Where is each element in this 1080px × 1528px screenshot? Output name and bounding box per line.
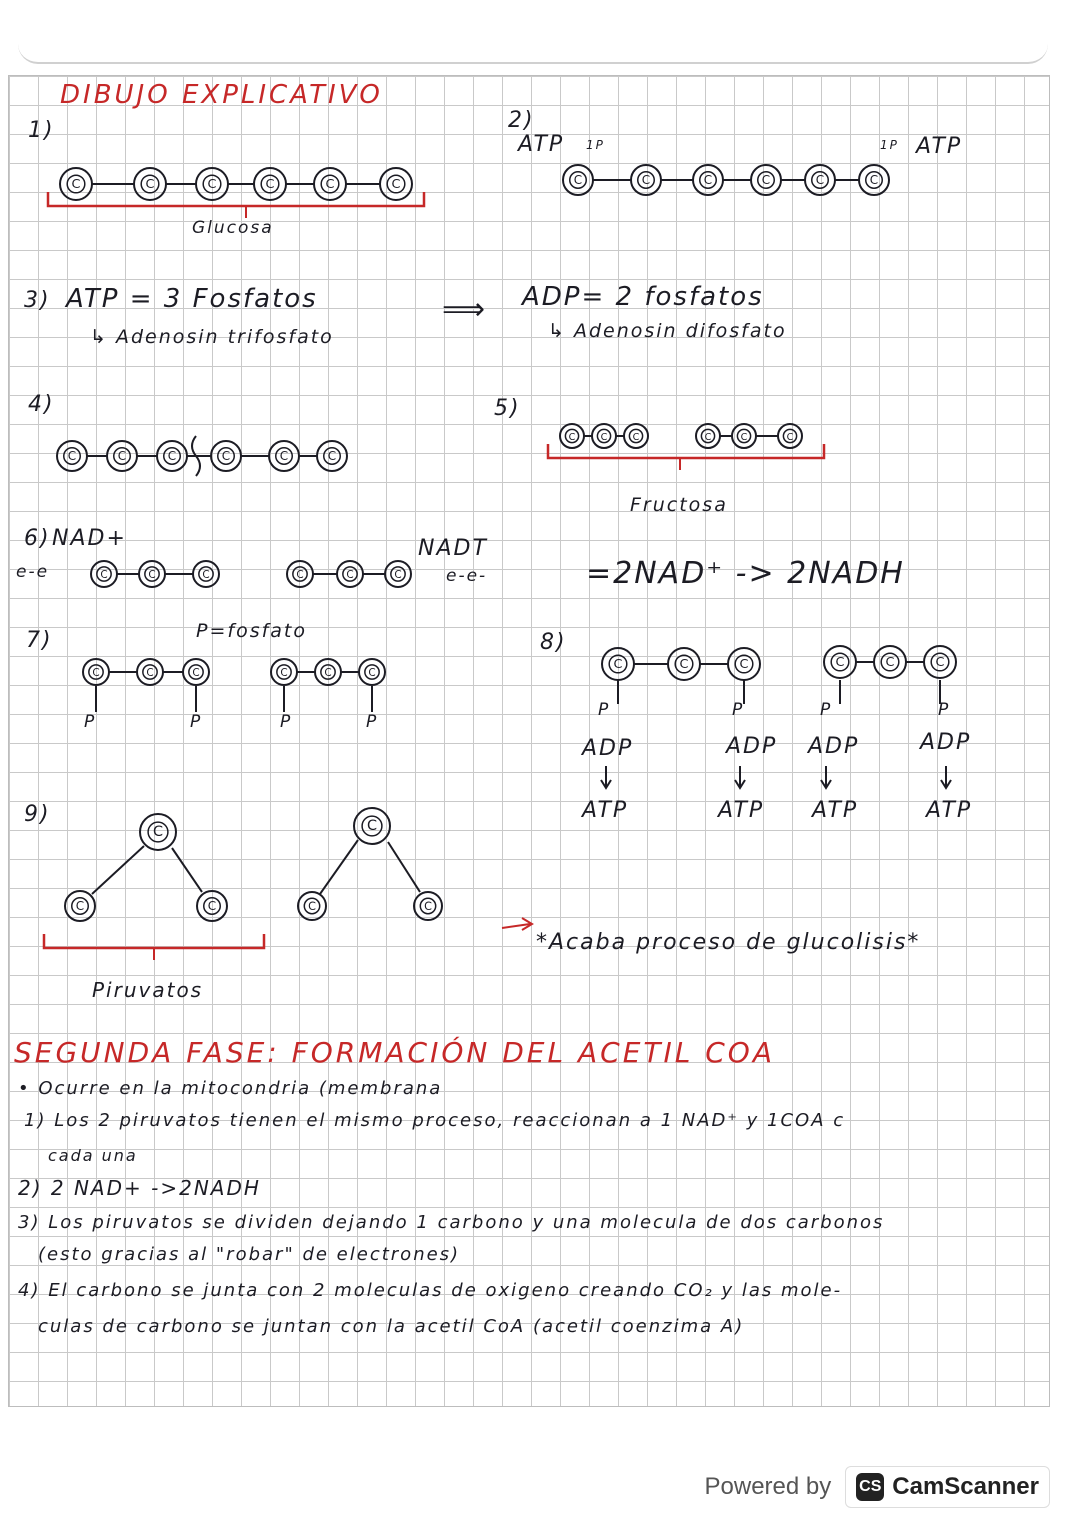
carbon-letter: C — [885, 655, 895, 670]
nad-left-label: NAD+ — [52, 526, 127, 551]
phosphate-tag: P — [820, 700, 833, 720]
brace-bracket — [44, 934, 264, 948]
carbon-letter: C — [869, 173, 879, 187]
adp-definition: ADP= 2 fosfatos — [522, 282, 764, 312]
carbon-letter: C — [117, 449, 127, 463]
carbon-letter: C — [366, 818, 378, 834]
phosphate-tag: P — [280, 712, 293, 732]
nad-right-label: NADT — [418, 536, 488, 561]
carbon-letter: C — [641, 173, 651, 187]
phase-heading: SEGUNDA FASE: FORMACIÓN DEL ACETIL COA — [14, 1036, 775, 1069]
phosphate-left-label: 1P — [586, 138, 605, 152]
bond-line — [388, 842, 420, 892]
carbon-letter: C — [761, 173, 771, 187]
atp-label: ATP — [718, 798, 765, 823]
carbon-letter: C — [327, 449, 337, 463]
phosphate-tag: P — [190, 712, 203, 732]
carbon-letter: C — [92, 667, 100, 679]
phase-line: culas de carbono se juntan con la acetil CoA (acetil coenzima A) — [38, 1316, 745, 1337]
carbon-letter: C — [152, 824, 164, 840]
section-number-4: 4) — [28, 392, 55, 417]
adp-label: ADP — [582, 736, 634, 761]
brace-bracket — [48, 192, 424, 206]
carbon-letter: C — [75, 899, 85, 913]
electrons-left-label: e-e — [16, 562, 50, 582]
phosphate-tag: P — [732, 700, 745, 720]
adp-label: ADP — [726, 734, 778, 759]
phosphate-tag: P — [366, 712, 379, 732]
bond-line — [172, 848, 202, 892]
section-number-8: 8) — [540, 630, 567, 655]
adp-label: ADP — [808, 734, 860, 759]
phase-line: 2) 2 NAD+ ->2NADH — [18, 1176, 261, 1200]
atp-label: ATP — [926, 798, 973, 823]
phase-line: 3) Los piruvatos se dividen dejando 1 carbono y una molecula de dos carbonos — [18, 1212, 885, 1233]
section-number-2: 2) — [508, 108, 535, 133]
carbon-letter: C — [207, 899, 217, 913]
atp-label: ATP — [582, 798, 629, 823]
carbon-letter: C — [202, 569, 210, 581]
section-number-7: 7) — [26, 628, 53, 653]
carbon-letter: C — [324, 667, 332, 679]
carbon-letter: C — [632, 432, 640, 443]
carbon-letter: C — [368, 667, 376, 679]
implies-arrow: ⟹ — [442, 292, 488, 327]
phase-line: 1) Los 2 piruvatos tienen el mismo proceso, reaccionan a 1 NAD⁺ y 1COA c — [24, 1110, 846, 1131]
carbon-letter: C — [325, 177, 335, 192]
camscanner-badge — [845, 1466, 1050, 1508]
carbon-letter: C — [221, 449, 231, 463]
carbon-letter: C — [573, 173, 583, 187]
glucose-label: Glucosa — [192, 218, 274, 238]
carbon-letter: C — [600, 432, 608, 443]
carbon-letter: C — [308, 900, 316, 913]
section-number-9: 9) — [24, 802, 51, 827]
carbon-letter: C — [613, 657, 623, 672]
carbon-letter: C — [207, 177, 217, 192]
carbon-letter: C — [394, 569, 402, 581]
carbon-letter: C — [391, 177, 401, 192]
atp-label: ATP — [812, 798, 859, 823]
carbon-letter: C — [935, 655, 945, 670]
carbon-letter: C — [740, 432, 748, 443]
phosphate-right-label: 1P — [880, 138, 899, 152]
carbon-letter: C — [739, 657, 749, 672]
page-title: DIBUJO EXPLICATIVO — [60, 80, 383, 110]
carbon-letter: C — [835, 655, 845, 670]
carbon-letter: C — [346, 569, 354, 581]
phosphate-tag: P — [938, 700, 951, 720]
phosphate-legend: P=fosfato — [196, 620, 307, 642]
carbon-letter: C — [192, 667, 200, 679]
carbon-letter: C — [67, 449, 77, 463]
camscanner-text: CamScanner — [892, 1473, 1039, 1500]
phase-line: • Ocurre en la mitocondria (membrana — [18, 1078, 443, 1099]
carbon-letter: C — [280, 667, 288, 679]
adp-label: ADP — [920, 730, 972, 755]
carbon-letter: C — [424, 900, 432, 913]
carbon-letter: C — [704, 432, 712, 443]
powered-by-text: Powered by — [704, 1473, 832, 1500]
carbon-letter: C — [568, 432, 576, 443]
carbon-letter: C — [786, 432, 794, 443]
fructose-label: Fructosa — [630, 494, 728, 516]
carbon-letter: C — [145, 177, 155, 192]
section-number-6: 6) — [24, 526, 51, 551]
section-number-3: 3) — [24, 288, 51, 313]
carbon-letter: C — [167, 449, 177, 463]
pyruvates-label: Piruvatos — [92, 978, 204, 1002]
bond-line — [92, 846, 144, 894]
carbon-letter: C — [148, 569, 156, 581]
section-number-1: 1) — [28, 118, 55, 143]
scanner-watermark — [705, 1466, 1050, 1508]
carbon-letter: C — [815, 173, 825, 187]
section-number-5: 5) — [494, 396, 521, 421]
carbon-letter: C — [279, 449, 289, 463]
carbon-letter: C — [679, 657, 689, 672]
carbon-letter: C — [703, 173, 713, 187]
camscanner-logo-icon: CS — [856, 1473, 884, 1501]
phase-line: (esto gracias al "robar" de electrones) — [38, 1244, 461, 1265]
nad-equation: =2NAD⁺ -> 2NADH — [586, 556, 905, 591]
carbon-letter: C — [146, 667, 154, 679]
atp-right-label: ATP — [916, 134, 963, 159]
phosphate-tag: P — [84, 712, 97, 732]
phase-line: 4) El carbono se junta con 2 moleculas de oxigeno creando CO₂ y las mole- — [18, 1280, 843, 1301]
atp-meaning: ↳ Adenosin trifosfato — [90, 326, 334, 348]
bond-line — [320, 840, 358, 894]
carbon-letter: C — [265, 177, 275, 192]
glycolysis-end-note: *Acaba proceso de glucolisis* — [536, 930, 921, 955]
carbon-letter: C — [71, 177, 81, 192]
phosphate-tag: P — [598, 700, 611, 720]
phase-line: cada una — [48, 1146, 138, 1165]
carbon-letter: C — [296, 569, 304, 581]
atp-definition: ATP = 3 Fosfatos — [66, 284, 318, 314]
atp-left-label: ATP — [518, 132, 565, 157]
carbon-letter: C — [100, 569, 108, 581]
electrons-right-label: e-e- — [446, 566, 488, 586]
adp-meaning: ↳ Adenosin difosfato — [548, 320, 787, 342]
